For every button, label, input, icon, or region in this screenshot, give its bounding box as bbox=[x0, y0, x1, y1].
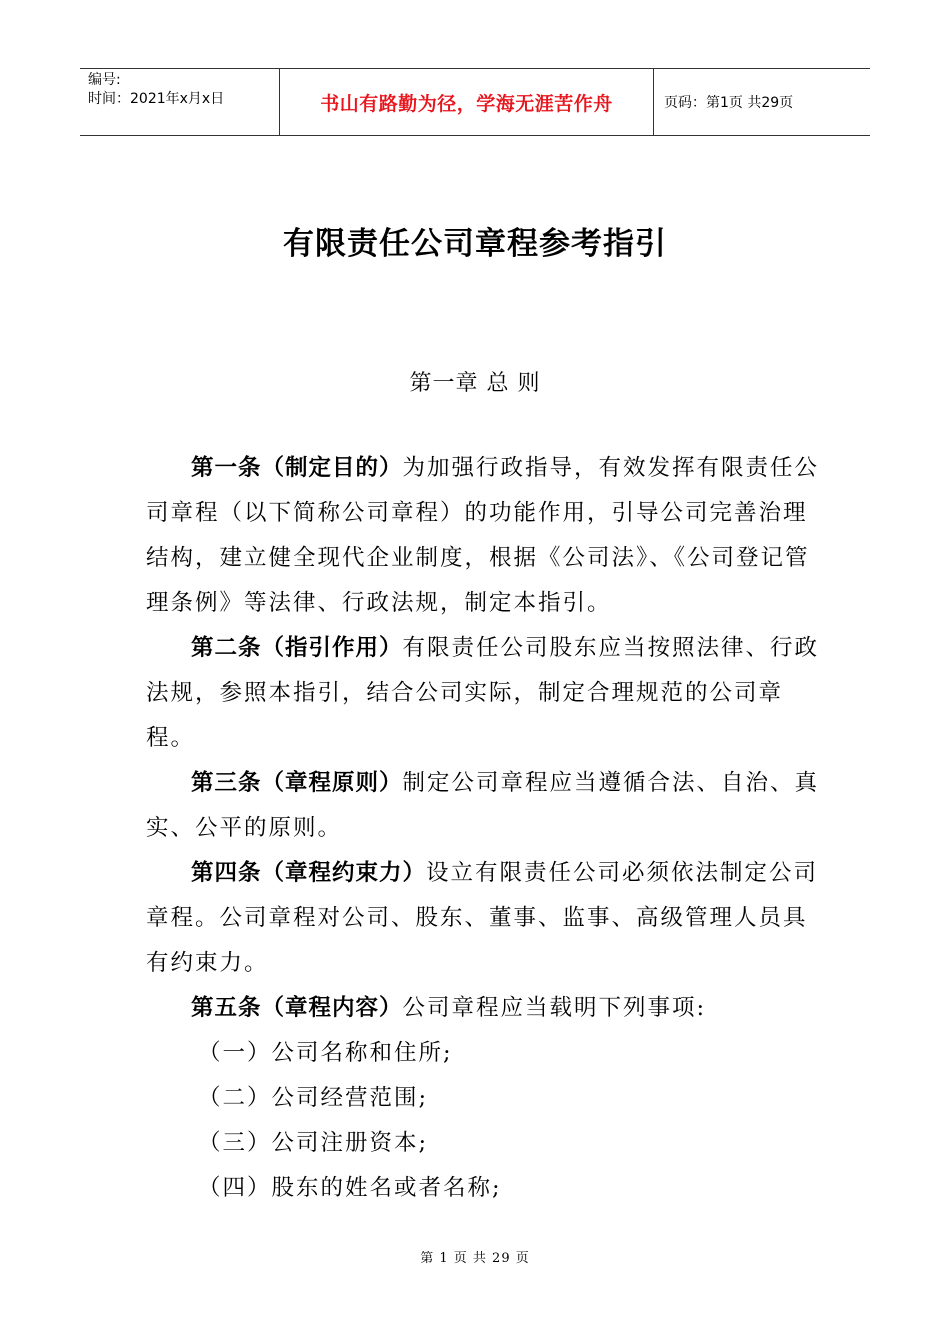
page-footer: 第 1 页 共 29 页 bbox=[420, 1251, 530, 1266]
article-heading: 第四条（章程约束力） bbox=[191, 860, 427, 886]
article-text: 制定公司章程应当遵循合法、自治、真实、公平的原则。 bbox=[146, 770, 820, 841]
chapter-heading: 第一章 总 则 bbox=[409, 371, 541, 396]
header-page-info: 页码：第1页 共29页 bbox=[664, 95, 794, 111]
list-item: （二）公司经营范围; bbox=[198, 1085, 429, 1111]
article-3 bbox=[146, 761, 826, 851]
list-item: （一）公司名称和住所; bbox=[198, 1040, 453, 1066]
article-2 bbox=[146, 626, 826, 761]
list-item: （四）股东的姓名或者名称; bbox=[198, 1175, 502, 1201]
article-text: 为加强行政指导，有效发挥有限责任公司章程（以下简称公司章程）的功能作用，引导公司完善治理结构，建立健全现代企业制度，根据《公司法》、《公司登记管理条例》等法律、行政法规，制定本指引。 bbox=[146, 455, 820, 616]
article-4 bbox=[146, 851, 826, 986]
time-label: 时间：2021年x月x日 bbox=[88, 91, 225, 107]
document-title: 有限责任公司章程参考指引 bbox=[283, 226, 667, 262]
article-5 bbox=[146, 986, 826, 1031]
header-table bbox=[80, 68, 870, 136]
article-text: 有限责任公司股东应当按照法律、行政法规，参照本指引，结合公司实际，制定合理规范的公司章程。 bbox=[146, 635, 820, 751]
article-heading: 第一条（制定目的） bbox=[191, 455, 403, 481]
article-1 bbox=[146, 446, 826, 626]
number-label: 编号: bbox=[88, 72, 121, 88]
header-meta bbox=[80, 69, 280, 135]
article-text: 公司章程应当载明下列事项: bbox=[402, 995, 707, 1021]
article-text: 设立有限责任公司必须依法制定公司章程。公司章程对公司、股东、董事、监事、高级管理人员具有约束力。 bbox=[146, 860, 819, 976]
article-heading: 第三条（章程原则） bbox=[191, 770, 403, 796]
article-heading: 第二条（指引作用） bbox=[191, 635, 403, 661]
document-body bbox=[146, 446, 826, 1211]
list-item: （三）公司注册资本; bbox=[198, 1130, 429, 1156]
header-motto: 书山有路勤为径，学海无涯苦作舟 bbox=[280, 69, 654, 135]
article-heading: 第五条（章程内容） bbox=[191, 995, 403, 1021]
